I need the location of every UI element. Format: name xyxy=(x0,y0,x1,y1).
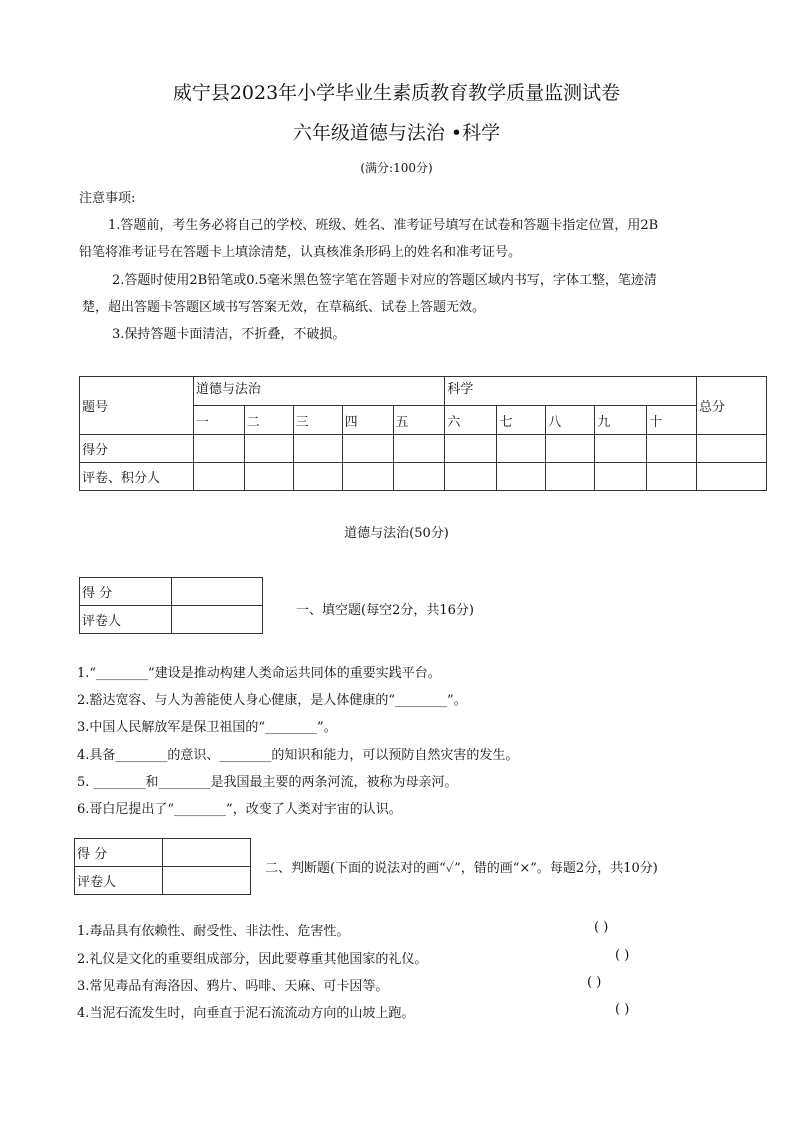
score-cell xyxy=(244,435,293,463)
note-2-line-1: 2.答题时使用2B铅笔或0.5毫米黑色签字笔在答题卡对应的答题区域内书写，字体工整，笔迹清 xyxy=(112,273,657,288)
group-science-header: 科学 xyxy=(445,377,697,406)
group-moral-header: 道德与法治 xyxy=(193,377,445,406)
part1-score-label: 得 分 xyxy=(80,578,172,606)
grader-cell xyxy=(244,463,293,491)
score-table xyxy=(79,376,767,491)
score-cell xyxy=(342,435,393,463)
part2-grader-cell xyxy=(162,867,250,895)
column-header: 一 xyxy=(193,406,244,435)
column-header: 五 xyxy=(393,406,445,435)
exam-subtitle: 六年级道德与法治 •科学 xyxy=(292,122,501,144)
grader-cell xyxy=(293,463,342,491)
score-cell xyxy=(445,435,497,463)
note-1-line-1: 1.答题前，考生务必将自己的学校、班级、姓名、准考证号填写在试卷和答题卡指定位置，用2B xyxy=(108,218,659,233)
note-2-line-2: 楚，超出答题卡答题区域书写答案无效，在草稿纸、试卷上答题无效。 xyxy=(82,300,486,315)
score-cell xyxy=(393,435,445,463)
section-moral-title: 道德与法治(50分) xyxy=(344,526,449,541)
column-header: 十 xyxy=(647,406,697,435)
fill-question: 1.“________”建设是推动构建人类命运共同体的重要实践平台。 xyxy=(77,666,441,681)
column-header: 九 xyxy=(595,406,647,435)
fill-question: 3.中国人民解放军是保卫祖国的“________”。 xyxy=(77,720,337,735)
row-label-number: 题号 xyxy=(80,377,194,435)
answer-parentheses: ( ) xyxy=(594,920,609,935)
part2-score-cell xyxy=(162,839,250,867)
part2-heading: 二、判断题(下面的说法对的画“✓”，错的画“×”。每题2分，共10分) xyxy=(265,861,658,876)
score-cell xyxy=(497,435,546,463)
full-score: (满分:100分) xyxy=(360,161,433,175)
fill-question: 5. ________和________是我国最主要的两条河流，被称为母亲河。 xyxy=(77,775,458,790)
fill-question: 4.具备________的意识、________的知识和能力，可以预防自然灾害的发生。 xyxy=(77,748,519,763)
grader-cell xyxy=(193,463,244,491)
judge-question: 3.常见毒品有海洛因、鸦片、吗啡、天麻、可卡因等。 xyxy=(77,979,389,994)
part1-heading: 一、填空题(每空2分，共16分) xyxy=(296,603,474,618)
part2-score-label: 得 分 xyxy=(75,839,163,867)
column-header: 六 xyxy=(445,406,497,435)
row-label-grader: 评卷、积分人 xyxy=(80,463,194,491)
part1-grader-label: 评卷人 xyxy=(80,606,172,634)
fill-question: 2.豁达宽容、与人为善能使人身心健康，是人体健康的“________”。 xyxy=(77,693,467,708)
grader-cell xyxy=(497,463,546,491)
part1-grader-cell xyxy=(171,606,262,634)
notes-heading: 注意事项: xyxy=(79,191,136,206)
column-header: 二 xyxy=(244,406,293,435)
score-cell xyxy=(595,435,647,463)
grader-cell xyxy=(445,463,497,491)
note-3: 3.保持答题卡面清洁，不折叠，不破损。 xyxy=(112,327,346,342)
part1-score-cell xyxy=(171,578,262,606)
part2-score-box xyxy=(74,838,251,895)
note-1-line-2: 铅笔将准考证号在答题卡上填涂清楚，认真核准条形码上的姓名和准考证号。 xyxy=(79,245,522,260)
grader-cell xyxy=(697,463,767,491)
column-header: 四 xyxy=(342,406,393,435)
score-cell xyxy=(293,435,342,463)
judge-question: 4.当泥石流发生时，向垂直于泥石流流动方向的山坡上跑。 xyxy=(77,1006,415,1021)
score-cell xyxy=(546,435,595,463)
judge-question: 1.毒品具有依赖性、耐受性、非法性、危害性。 xyxy=(77,924,350,939)
judge-question: 2.礼仪是文化的重要组成部分，因此要尊重其他国家的礼仪。 xyxy=(77,952,428,967)
column-header: 七 xyxy=(497,406,546,435)
answer-parentheses: ( ) xyxy=(587,975,602,990)
grader-cell xyxy=(393,463,445,491)
row-label-score: 得分 xyxy=(80,435,194,463)
score-cell xyxy=(647,435,697,463)
part1-score-box xyxy=(79,577,263,634)
score-cell xyxy=(697,435,767,463)
column-header: 三 xyxy=(293,406,342,435)
grader-cell xyxy=(647,463,697,491)
part2-grader-label: 评卷人 xyxy=(75,867,163,895)
grader-cell xyxy=(546,463,595,491)
column-header: 八 xyxy=(546,406,595,435)
fill-question: 6.哥白尼提出了“________”，改变了人类对宇宙的认识。 xyxy=(77,802,402,817)
answer-parentheses: ( ) xyxy=(615,948,630,963)
grader-cell xyxy=(595,463,647,491)
score-cell xyxy=(193,435,244,463)
grader-cell xyxy=(342,463,393,491)
exam-title: 威宁县2023年小学毕业生素质教育教学质量监测试卷 xyxy=(172,82,621,104)
total-header: 总分 xyxy=(697,377,767,435)
answer-parentheses: ( ) xyxy=(615,1002,630,1017)
